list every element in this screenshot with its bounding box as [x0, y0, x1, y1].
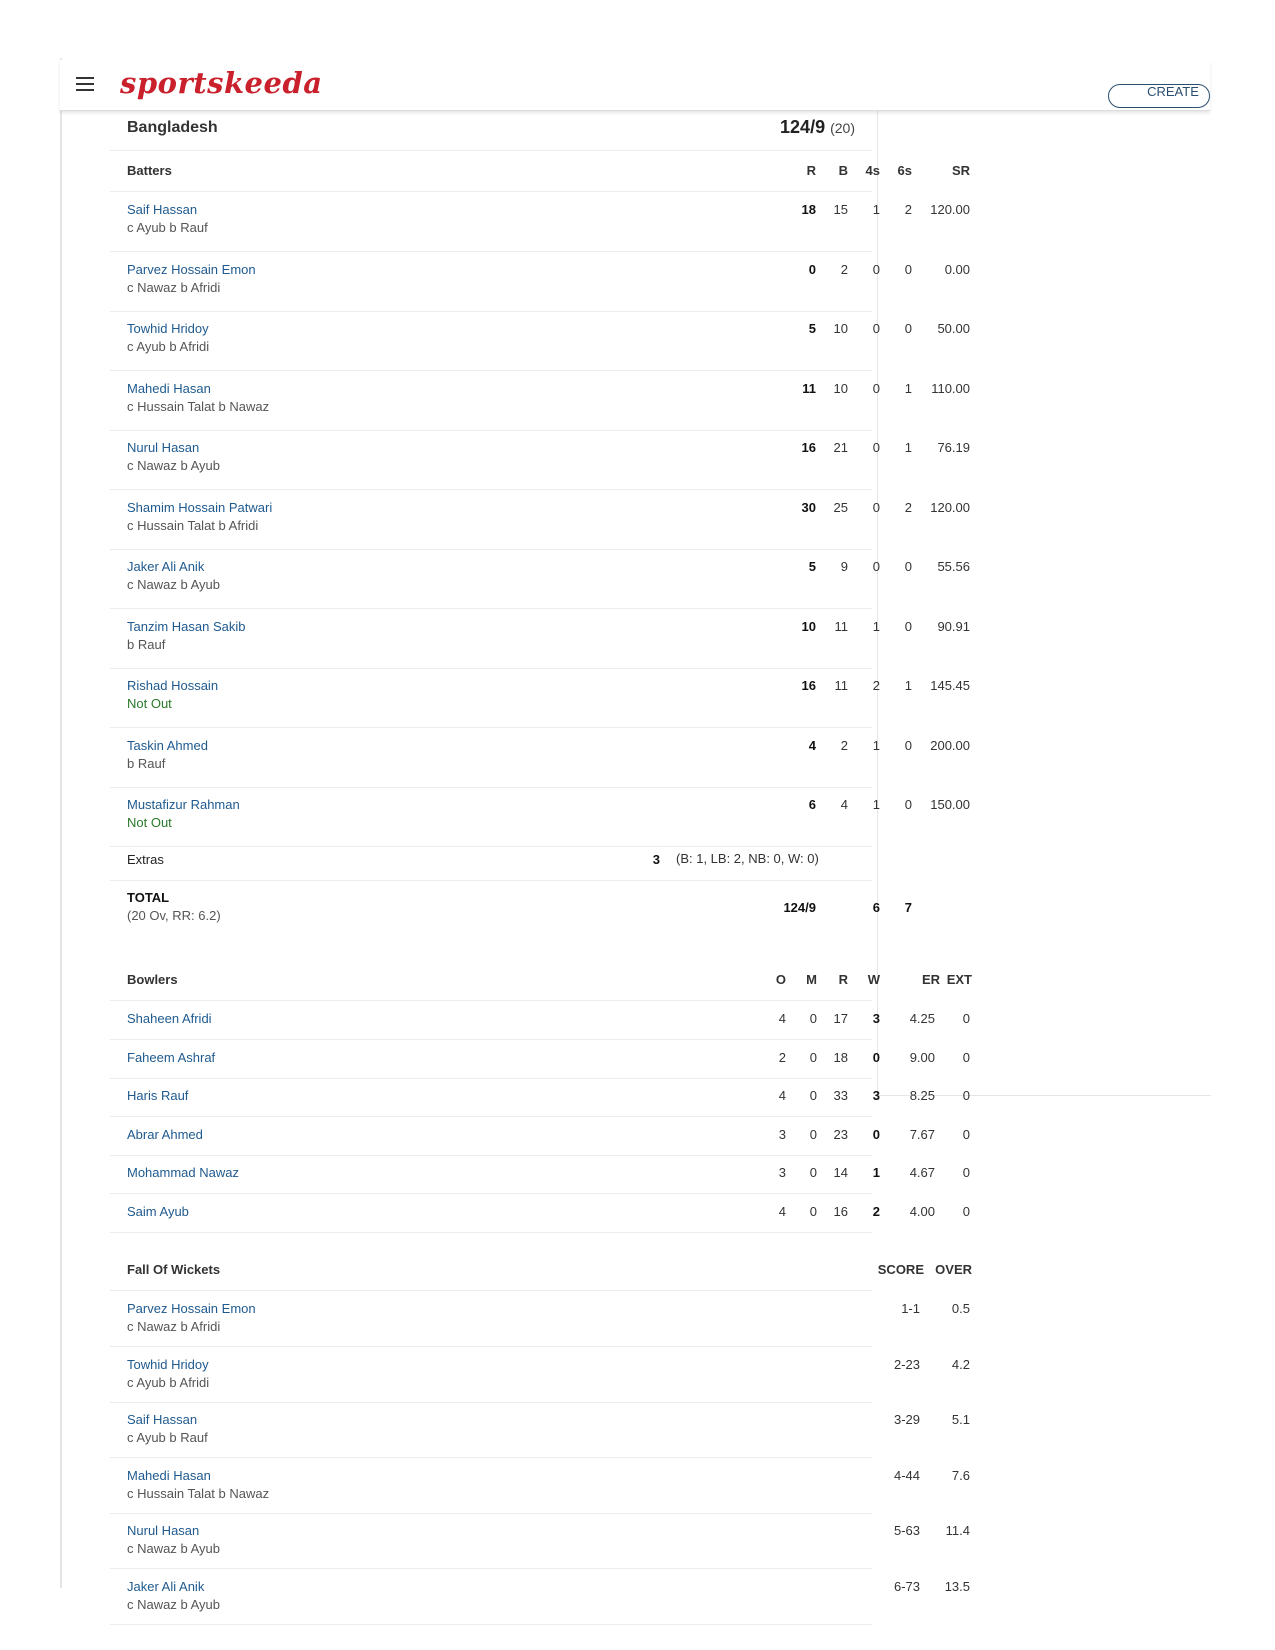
fow-batter-link[interactable]: Nurul Hasan: [127, 1523, 200, 1538]
fow-dismissal: c Nawaz b Ayub: [127, 1596, 220, 1612]
fow-header-score: SCORE: [877, 1262, 924, 1277]
fow-header-row: [110, 1250, 972, 1291]
bowling-header-w: W: [867, 972, 880, 987]
batter-runs: 30: [801, 499, 816, 515]
total-fours: 6: [872, 900, 880, 915]
batter-fours: 0: [872, 261, 880, 277]
batter-strike-rate: 110.00: [931, 380, 970, 396]
team-score-value: 124/9: [780, 117, 826, 137]
batter-strike-rate: 55.56: [937, 559, 970, 574]
fow-score: 4-44: [893, 1467, 920, 1483]
bowler-extras: 0: [962, 1049, 970, 1065]
batter-strike-rate: 150.00: [930, 797, 970, 812]
batter-sixes: 1: [904, 380, 912, 396]
extras-label: Extras: [127, 852, 164, 867]
fow-score: 6-73: [893, 1578, 920, 1594]
batter-dismissal: c Nawaz b Afridi: [127, 279, 221, 295]
fow-row: [110, 1569, 970, 1625]
bowler-row: [110, 1155, 970, 1194]
batter-name-link[interactable]: Mustafizur Rahman: [127, 797, 240, 812]
batter-name-link[interactable]: Saif Hassan: [127, 202, 198, 217]
batter-sixes: 2: [904, 499, 912, 515]
batter-name-link[interactable]: Parvez Hossain Emon: [127, 261, 256, 277]
bowler-maidens: 0: [809, 1049, 817, 1065]
batter-sixes: 0: [904, 559, 912, 574]
batter-name-link[interactable]: Nurul Hasan: [127, 440, 200, 455]
batter-balls: 2: [840, 737, 848, 753]
bowler-maidens: 0: [809, 1203, 817, 1219]
fow-score: 5-63: [893, 1523, 920, 1538]
fow-row: [110, 1402, 970, 1458]
bowler-overs: 4: [778, 1203, 786, 1219]
batter-balls: 15: [833, 202, 848, 217]
bowler-economy: 8.25: [909, 1088, 935, 1103]
batter-name-link[interactable]: Taskin Ahmed: [127, 737, 208, 753]
batter-fours: 2: [872, 678, 880, 693]
bowling-header-ext: EXT: [946, 972, 972, 987]
fow-row: [110, 1347, 970, 1403]
bowler-maidens: 0: [809, 1126, 817, 1142]
fow-header-title: Fall Of Wickets: [127, 1262, 221, 1277]
batter-strike-rate: 120.00: [930, 202, 970, 217]
batter-row: [110, 728, 970, 788]
batter-dismissal: b Rauf: [127, 755, 166, 771]
batter-fours: 0: [872, 321, 880, 336]
bowling-header-er: ER: [921, 972, 940, 987]
fow-batter-link[interactable]: Towhid Hridoy: [127, 1356, 209, 1372]
batter-sixes: 0: [904, 797, 912, 812]
bowler-overs: 3: [778, 1165, 786, 1180]
create-button[interactable]: [1108, 84, 1210, 108]
total-sixes: 7: [904, 900, 912, 915]
fow-row: [110, 1458, 970, 1514]
bowler-extras: 0: [962, 1088, 970, 1103]
batter-balls: 2: [840, 261, 848, 277]
batter-sixes: 2: [904, 202, 912, 217]
batter-strike-rate: 200.00: [930, 737, 970, 753]
batter-balls: 21: [833, 440, 848, 455]
batter-balls: 10: [833, 380, 848, 396]
bowler-overs: 4: [778, 1011, 786, 1026]
batter-name-link[interactable]: Rishad Hossain: [127, 678, 219, 693]
batter-name-link[interactable]: Tanzim Hasan Sakib: [127, 618, 246, 634]
batter-sixes: 1: [904, 678, 912, 693]
bowler-extras: 0: [962, 1165, 970, 1180]
batter-balls: 4: [840, 797, 848, 812]
fow-over: 0.5: [951, 1301, 970, 1316]
bowler-name-link[interactable]: Shaheen Afridi: [127, 1011, 212, 1026]
bowler-name-link[interactable]: Faheem Ashraf: [127, 1049, 216, 1065]
bowler-economy: 7.67: [909, 1126, 935, 1142]
extras-row: [110, 840, 872, 881]
extras-detail: (B: 1, LB: 2, NB: 0, W: 0): [676, 851, 819, 866]
bowler-name-link[interactable]: Abrar Ahmed: [127, 1126, 203, 1142]
batter-dismissal: c Ayub b Rauf: [127, 220, 208, 235]
bowler-row: [110, 1040, 970, 1079]
bowler-row: [110, 1117, 970, 1156]
batter-sixes: 0: [904, 737, 912, 753]
batter-sixes: 0: [904, 261, 912, 277]
batter-dismissal: c Hussain Talat b Afridi: [127, 517, 259, 533]
batting-header-b: B: [838, 163, 848, 178]
fow-over: 5.1: [951, 1412, 970, 1427]
bowling-header-r: R: [838, 972, 848, 987]
batter-fours: 1: [872, 618, 880, 634]
batter-sixes: 0: [904, 618, 912, 634]
fow-row: [110, 1291, 970, 1347]
bowler-wickets: 3: [872, 1011, 880, 1026]
bowler-runs: 23: [833, 1126, 848, 1142]
batter-strike-rate: 120.00: [930, 499, 970, 515]
batter-fours: 0: [872, 559, 880, 574]
fow-dismissal: c Nawaz b Afridi: [127, 1319, 221, 1334]
batter-row: [110, 787, 970, 847]
batter-row: [110, 371, 970, 431]
batting-header-sr: SR: [951, 163, 970, 178]
batter-balls: 11: [834, 618, 848, 634]
batter-name-link[interactable]: Towhid Hridoy: [127, 321, 209, 336]
fow-batter-link[interactable]: Parvez Hossain Emon: [127, 1301, 256, 1316]
batter-row: [110, 430, 970, 490]
batter-balls: 25: [833, 499, 848, 515]
batter-balls: 10: [833, 321, 848, 336]
side-panel: [877, 110, 1211, 1096]
batter-runs: 16: [801, 678, 816, 693]
bowler-overs: 2: [778, 1049, 786, 1065]
extras-value: 3: [652, 852, 660, 867]
batter-row: [110, 668, 970, 728]
fow-row: [110, 1513, 970, 1569]
batter-runs: 4: [808, 737, 816, 753]
bowling-header-o: O: [775, 972, 786, 987]
batter-dismissal: Not Out: [127, 696, 172, 711]
bowler-economy: 9.00: [909, 1049, 935, 1065]
batter-balls: 9: [840, 559, 848, 574]
batting-header-row: [110, 151, 970, 192]
bowler-runs: 17: [833, 1011, 848, 1026]
total-label: TOTAL: [127, 890, 170, 905]
fow-batter-link[interactable]: Saif Hassan: [127, 1412, 198, 1427]
bowler-wickets: 1: [872, 1165, 880, 1180]
batter-dismissal: c Nawaz b Ayub: [127, 458, 220, 473]
batter-strike-rate: 145.45: [930, 678, 970, 693]
batter-balls: 11: [834, 678, 848, 693]
batter-row: [110, 192, 970, 252]
bowler-economy: 4.25: [909, 1011, 935, 1026]
batter-sixes: 0: [904, 321, 912, 336]
bowler-runs: 14: [833, 1165, 848, 1180]
batter-fours: 0: [872, 380, 880, 396]
bowler-economy: 4.67: [909, 1165, 935, 1180]
batter-fours: 1: [872, 202, 880, 217]
batter-fours: 0: [872, 499, 880, 515]
bowler-wickets: 0: [872, 1126, 880, 1142]
batter-runs: 0: [808, 261, 816, 277]
batter-dismissal: c Ayub b Afridi: [127, 339, 210, 354]
batter-sixes: 1: [904, 440, 912, 455]
bowler-name-link[interactable]: Mohammad Nawaz: [127, 1165, 239, 1180]
bowler-extras: 0: [962, 1203, 970, 1219]
batter-runs: 5: [808, 321, 816, 336]
batting-header-6s: 6s: [897, 163, 912, 178]
bowling-header-m: M: [806, 972, 817, 987]
create-button-label: CREATE: [1147, 84, 1199, 99]
batter-dismissal: c Hussain Talat b Nawaz: [127, 398, 270, 414]
site-header: [60, 60, 1210, 111]
total-score: 124/9: [783, 900, 816, 915]
batting-header-title: Batters: [127, 163, 172, 178]
team-score: [780, 117, 855, 138]
fow-batter-link[interactable]: Mahedi Hasan: [127, 1467, 211, 1483]
batter-strike-rate: 50.00: [937, 321, 970, 336]
bowler-economy: 4.00: [909, 1203, 935, 1219]
fow-dismissal: c Nawaz b Ayub: [127, 1541, 220, 1556]
batter-row: [110, 609, 970, 669]
batter-runs: 10: [801, 618, 816, 634]
fow-over: 4.2: [951, 1356, 970, 1372]
batter-strike-rate: 76.19: [937, 440, 970, 455]
bowling-header-title: Bowlers: [127, 972, 178, 987]
bowler-name-link[interactable]: Saim Ayub: [127, 1203, 189, 1219]
fow-score: 2-23: [893, 1356, 920, 1372]
fow-header-over: OVER: [935, 1262, 972, 1277]
fow-dismissal: c Hussain Talat b Nawaz: [127, 1485, 270, 1501]
batter-runs: 11: [802, 380, 816, 396]
batter-fours: 0: [872, 440, 880, 455]
fow-dismissal: c Ayub b Afridi: [127, 1374, 210, 1390]
fow-over: 13.5: [944, 1578, 970, 1594]
bowler-maidens: 0: [809, 1011, 817, 1026]
batter-dismissal: c Nawaz b Ayub: [127, 577, 220, 592]
fow-batter-link[interactable]: Jaker Ali Anik: [127, 1578, 205, 1594]
batter-strike-rate: 0.00: [944, 261, 970, 277]
bowler-extras: 0: [962, 1126, 970, 1142]
bowler-runs: 16: [833, 1203, 848, 1219]
batter-row: [110, 311, 970, 371]
batting-header-4s: 4s: [865, 163, 880, 178]
bowler-row: [110, 1001, 970, 1040]
batter-runs: 16: [801, 440, 816, 455]
site-logo[interactable]: sportskeeda: [120, 66, 323, 100]
bowler-runs: 33: [833, 1088, 848, 1103]
fow-score: 1-1: [901, 1301, 920, 1316]
batter-name-link[interactable]: Jaker Ali Anik: [127, 559, 205, 574]
team-header: [110, 110, 872, 151]
fow-score: 3-29: [893, 1412, 920, 1427]
total-row: [110, 881, 912, 941]
batting-header-r: R: [806, 163, 816, 178]
bowler-wickets: 3: [872, 1088, 880, 1103]
batter-dismissal: Not Out: [127, 815, 172, 830]
bowler-wickets: 2: [872, 1203, 880, 1219]
batter-strike-rate: 90.91: [937, 618, 970, 634]
fow-dismissal: c Ayub b Rauf: [127, 1430, 208, 1445]
bowler-maidens: 0: [809, 1088, 817, 1103]
batter-runs: 6: [808, 797, 816, 812]
team-overs: (20): [830, 120, 855, 136]
batter-row: [110, 490, 970, 550]
bowler-overs: 3: [778, 1126, 786, 1142]
bowler-runs: 18: [833, 1049, 848, 1065]
bowler-extras: 0: [962, 1011, 970, 1026]
total-detail: (20 Ov, RR: 6.2): [127, 908, 221, 923]
batter-name-link[interactable]: Shamim Hossain Patwari: [127, 499, 273, 515]
menu-icon[interactable]: [76, 77, 94, 91]
batter-row: [110, 252, 970, 312]
bowler-name-link[interactable]: Haris Rauf: [127, 1088, 189, 1103]
batter-name-link[interactable]: Mahedi Hasan: [127, 380, 211, 396]
fow-over: 11.4: [945, 1523, 970, 1538]
batter-row: [110, 549, 970, 609]
team-name: Bangladesh: [127, 119, 218, 136]
bowler-maidens: 0: [809, 1165, 817, 1180]
bowler-row: [110, 1194, 970, 1233]
bowling-header-row: [110, 960, 972, 1001]
fow-over: 7.6: [951, 1467, 970, 1483]
batter-fours: 1: [872, 797, 880, 812]
batter-fours: 1: [872, 737, 880, 753]
bowler-row: [110, 1078, 970, 1117]
bowler-overs: 4: [778, 1088, 786, 1103]
batter-runs: 18: [801, 202, 816, 217]
bowler-wickets: 0: [872, 1049, 880, 1065]
batter-runs: 5: [808, 559, 816, 574]
batter-dismissal: b Rauf: [127, 636, 166, 652]
